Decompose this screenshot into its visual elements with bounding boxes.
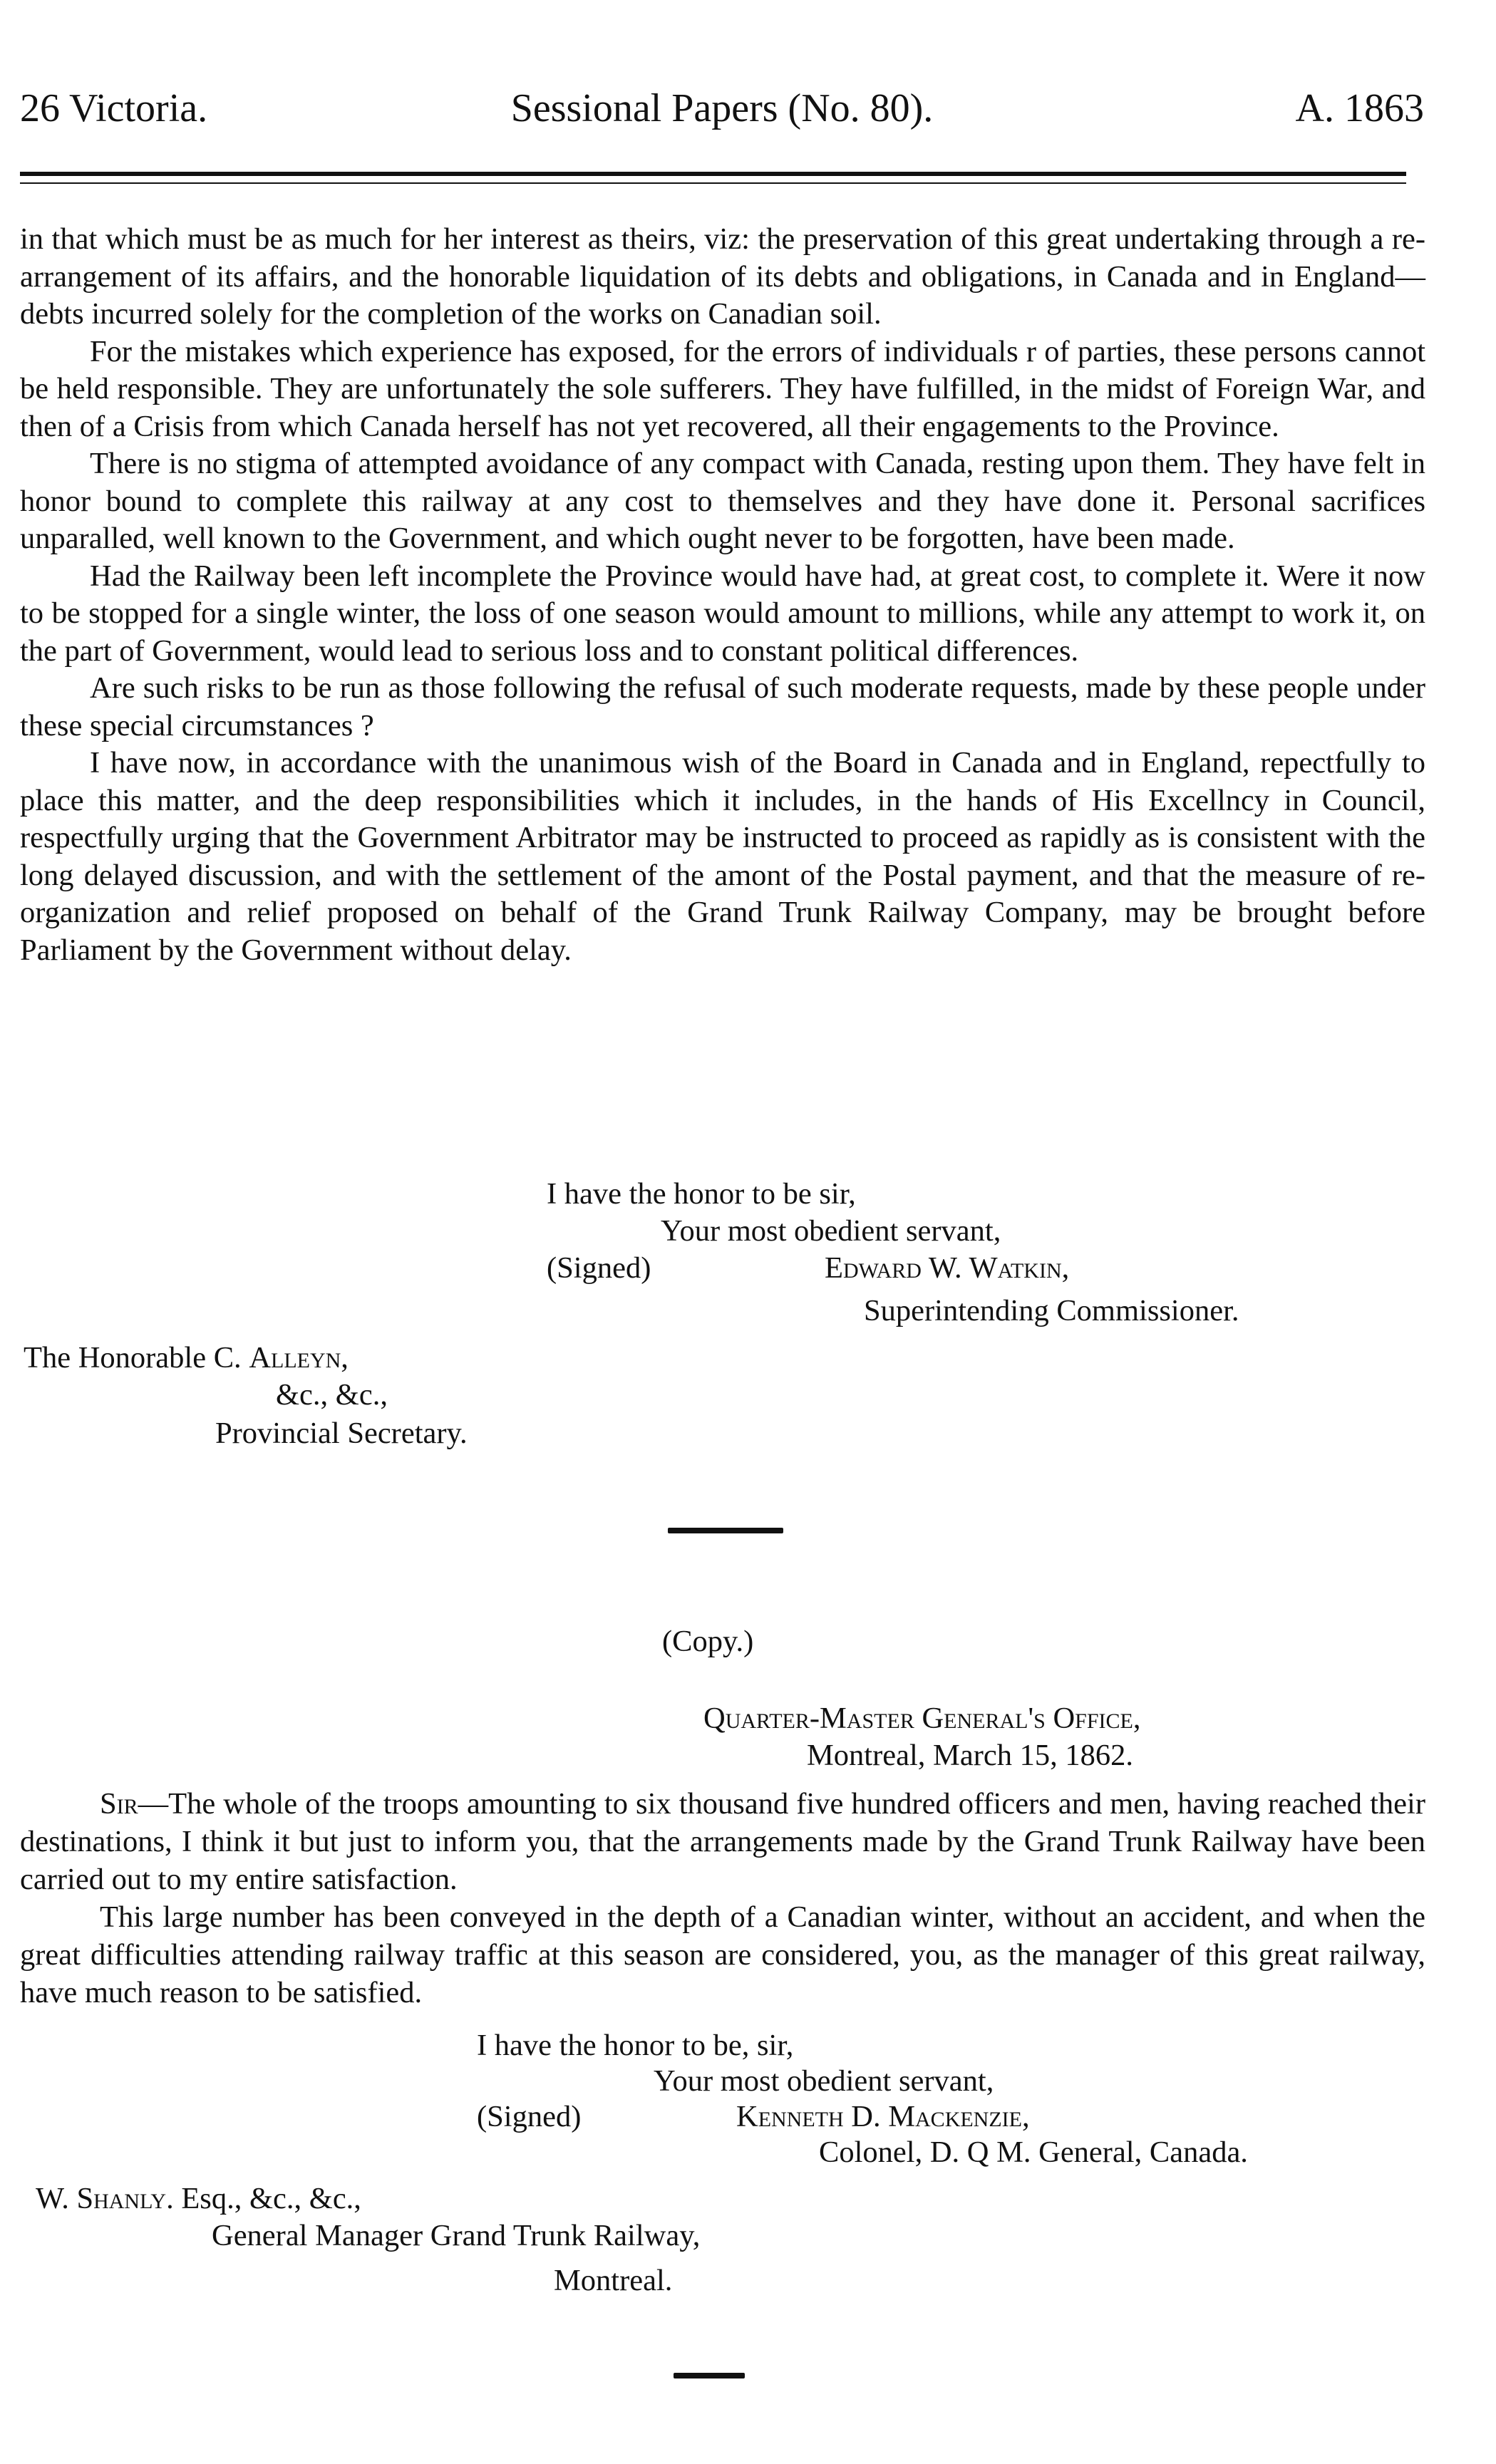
addressee-prefix: The Honorable C.: [24, 1341, 242, 1375]
paragraph: This large number has been conveyed in the depth of a Canadian winter, without an accident, and when the great difficulties attending railway traffic at this season are considered, you, as the manager of this great railway, have much reason to be satisfied.: [20, 1900, 1425, 2009]
closing-honor: I have the honor to be sir,: [547, 1177, 856, 1211]
signer-title: Superintending Commissioner.: [864, 1294, 1239, 1327]
addressee-surname: Alleyn,: [249, 1341, 349, 1375]
header-year: A. 1863: [1295, 86, 1424, 130]
paragraph: [20, 1785, 1425, 1898]
letter-date: Montreal, March 15, 1862.: [807, 1739, 1133, 1772]
addressee-role: Provincial Secretary.: [215, 1417, 468, 1450]
paragraph-text: —The whole of the troops amounting to six thousand five hundred officers and men, having reached their destinations, I think it but just to inform you, that the arrangements made by the Grand Trunk Railway have been carried out to my entire satisfaction.: [20, 1787, 1425, 1896]
addressee-etc: &c., &c.,: [276, 1378, 388, 1412]
paragraph: There is no stigma of attempted avoidance of any compact with Canada, resting upon them. They have felt in honor bound to complete this railway at any cost to themselves and they have done it. Personal sacrifices unparalled, well known to the Government, and which ought never to be forgotten, have been made.: [20, 447, 1425, 555]
signer-name: Edward W. Watkin,: [825, 1251, 1070, 1285]
paragraph: For the mistakes which experience has exposed, for the errors of individuals r of parties, these persons cannot be held responsible. They are unfortunately the sole sufferers. They have fulfilled, in the midst of Foreign War, and then of a Crisis from which Canada herself has not yet recovered, all their engagements to the Province.: [20, 334, 1425, 443]
header-volume: 26 Victoria.: [20, 86, 208, 130]
letter-mackenzie-body: [20, 1785, 1425, 2012]
addressee-role-2: General Manager Grand Trunk Railway,: [212, 2219, 701, 2252]
paragraph: Are such risks to be run as those following the refusal of such moderate requests, made by these people under these special circumstances ?: [20, 671, 1425, 742]
signer-name-2: Kenneth D. Mackenzie,: [736, 2100, 1030, 2133]
end-divider: [674, 2373, 745, 2378]
header-rule-top: [20, 172, 1406, 176]
closing-signed-2: (Signed): [477, 2100, 582, 2133]
addressee-surname-2: Shanly: [76, 2182, 167, 2215]
closing-servant-2: Your most obedient servant,: [654, 2064, 994, 2098]
header-rule-bottom: [20, 182, 1406, 184]
closing-honor-2: I have the honor to be, sir,: [477, 2029, 794, 2062]
addressee-city-2: Montreal.: [554, 2264, 673, 2297]
salutation: Sir: [100, 1787, 138, 1821]
section-divider: [668, 1528, 783, 1533]
addressee-name-2: [36, 2180, 361, 2217]
copy-label: (Copy.): [662, 1625, 754, 1658]
paragraph: in that which must be as much for her interest as theirs, viz: the preservation of this great undertaking through a re-arrangement of its affairs, and the honorable liquidation of its debts and obligations, in Canada and in England—debts incurred solely for the completion of the works on Canadian soil.: [20, 222, 1425, 331]
page-header: [20, 80, 1424, 137]
closing-servant: Your most obedient servant,: [661, 1214, 1001, 1248]
paragraph: Had the Railway been left incomplete the Province would have had, at great cost, to complete it. Were it now to be stopped for a single winter, the loss of one season would amount to millions, while any attempt to work it, on the part of Government, would lead to serious loss and to constant political differences.: [20, 559, 1425, 668]
addressee-suffix-2: . Esq., &c., &c.,: [166, 2182, 361, 2215]
header-title: Sessional Papers (No. 80).: [510, 86, 934, 130]
letter-watkin-body: [20, 221, 1425, 969]
signer-title-2: Colonel, D. Q M. General, Canada.: [819, 2136, 1248, 2169]
office-heading: Quarter-Master General's Office,: [703, 1702, 1141, 1735]
paragraph: I have now, in accordance with the unanimous wish of the Board in Canada and in England, repectfully to place this matter, and the deep responsibilities which it includes, in the hands of His Excellncy in Council, respectfully urging that the Government Arbitrator may be instructed to proceed as rapidly as is consistent with the long delayed discussion, and with the settlement of the amont of the Postal payment, and that the measure of re-organization and relief proposed on behalf of the Grand Trunk Railway Company, may be brought before Parliament by the Government without delay.: [20, 746, 1425, 967]
addressee-name: [24, 1340, 349, 1377]
closing-signed: (Signed): [547, 1251, 651, 1285]
addressee-prefix-2: W.: [36, 2182, 69, 2215]
